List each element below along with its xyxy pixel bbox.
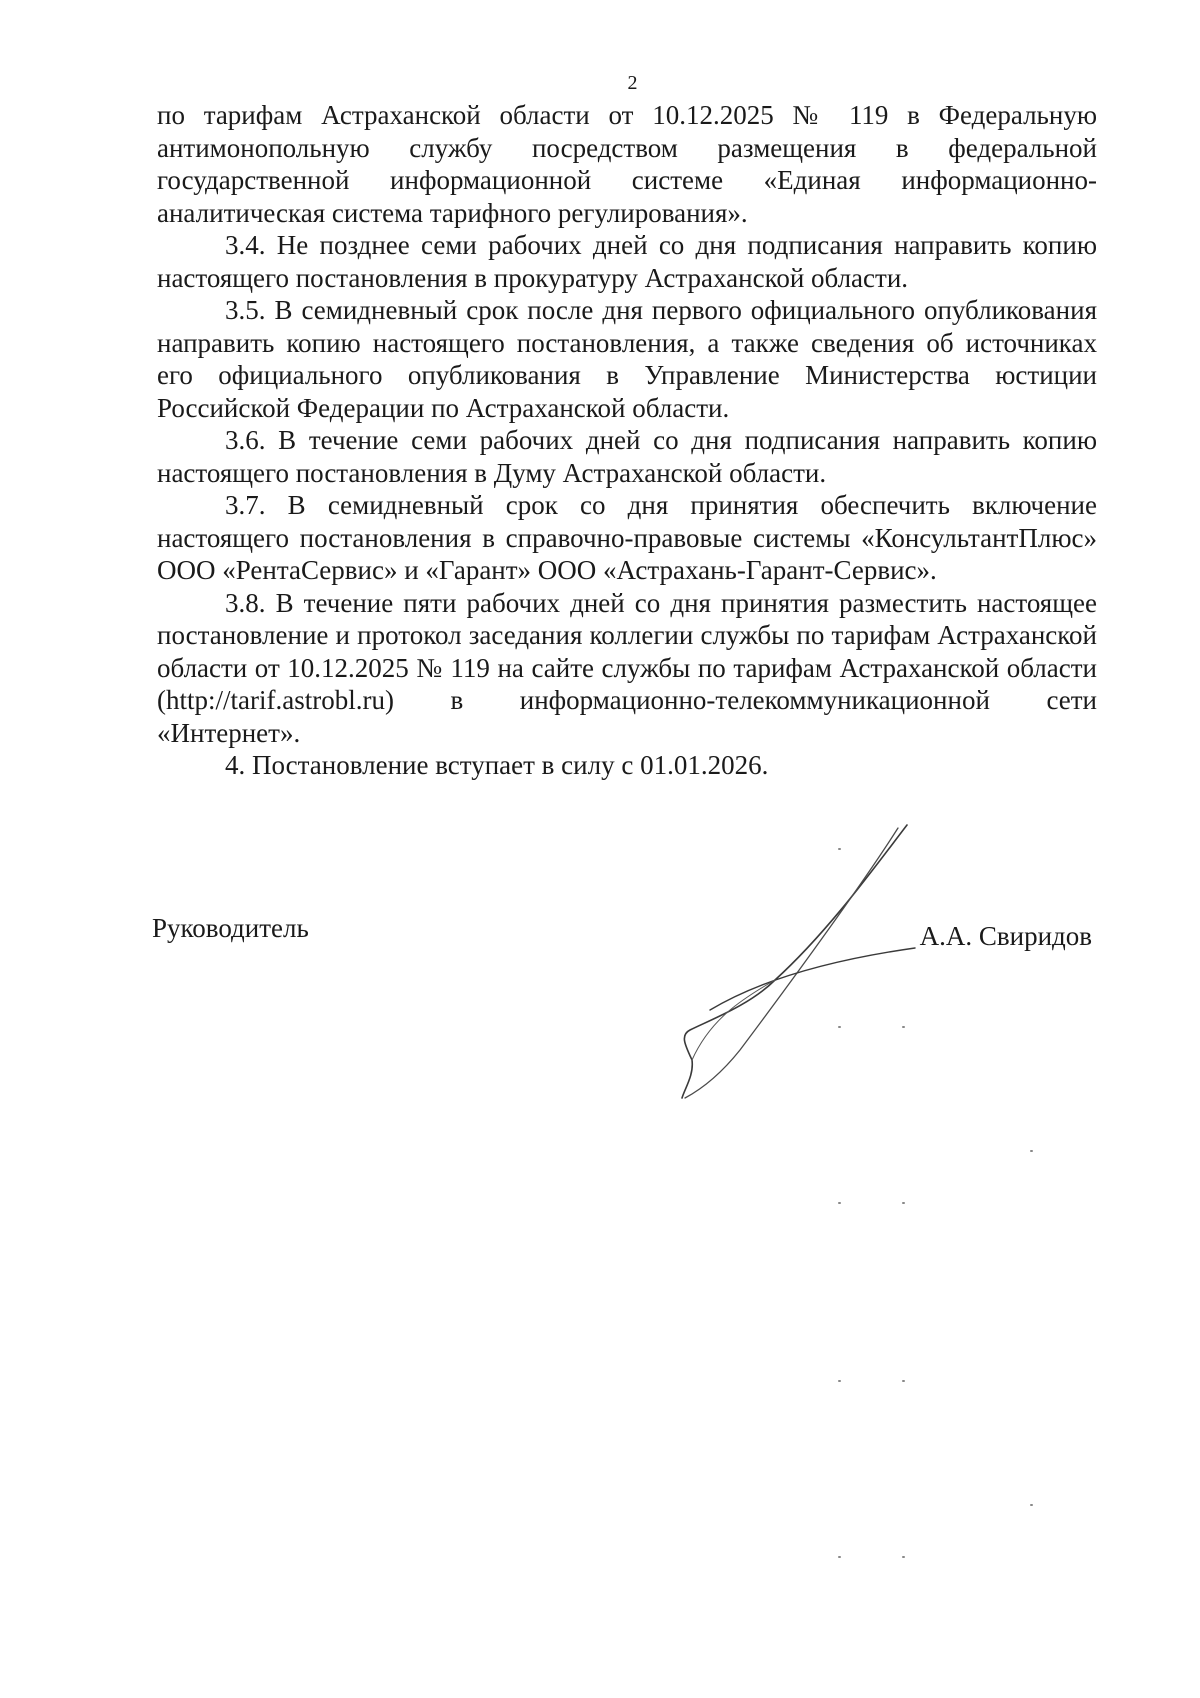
paragraph-4: 4. Постановление вступает в силу с 01.01.2026. [225, 750, 769, 780]
paragraph-3-6: 3.6. В течение семи рабочих дней со дня подписания направить копию настоящего постановления в Думу Астраханской области. [157, 425, 1097, 488]
signatory-name: А.А. Свиридов [919, 921, 1092, 951]
paragraph-3-7: 3.7. В семидневный срок со дня принятия обеспечить включение настоящего постановления в справочно-правовые системы «КонсультантПлюс» ООО «РентаСервис» и «Гарант» ООО «Астрахань-Гарант-Сервис». [157, 490, 1097, 585]
scan-speck [838, 1202, 841, 1204]
paragraph-continuation: по тарифам Астраханской области от 10.12.2025 № 119 в Федеральную антимонопольную службу посредством размещения в федеральной государственной информационной системе «Единая информационно-аналитическая система тарифного регулирования». [157, 100, 1097, 228]
page-number: 2 [627, 72, 638, 94]
scan-speck [902, 1202, 905, 1204]
paragraph-3-5: 3.5. В семидневный срок после дня первого официального опубликования направить копию настоящего постановления, а также сведения об источниках его официального опубликования в Управление Министерства юстиции Российской Федерации по Астраханской области. [157, 295, 1097, 423]
paragraph-3-4: 3.4. Не позднее семи рабочих дней со дня подписания направить копию настоящего постановления в прокуратуру Астраханской области. [157, 230, 1097, 293]
scan-speck [838, 1556, 841, 1558]
signatory-title: Руководитель [152, 913, 309, 943]
scan-speck [902, 1380, 905, 1382]
handwritten-signature [680, 820, 920, 1100]
scan-speck [1030, 1504, 1033, 1506]
scan-speck [838, 1026, 841, 1028]
paragraph-3-8: 3.8. В течение пяти рабочих дней со дня принятия разместить настоящее постановление и протокол заседания коллегии службы по тарифам Астраханской области от 10.12.2025 № 119 на сайте службы по тарифам Астраханской области (http://tarif.astrobl.ru) в информационно-телекоммуникационной сети «Интернет». [157, 587, 1097, 748]
scan-speck [838, 848, 841, 850]
scan-speck [902, 1556, 905, 1558]
scan-speck [838, 1380, 841, 1382]
scan-speck [902, 1026, 905, 1028]
document-body [157, 99, 1097, 782]
scan-speck [1030, 1150, 1033, 1152]
